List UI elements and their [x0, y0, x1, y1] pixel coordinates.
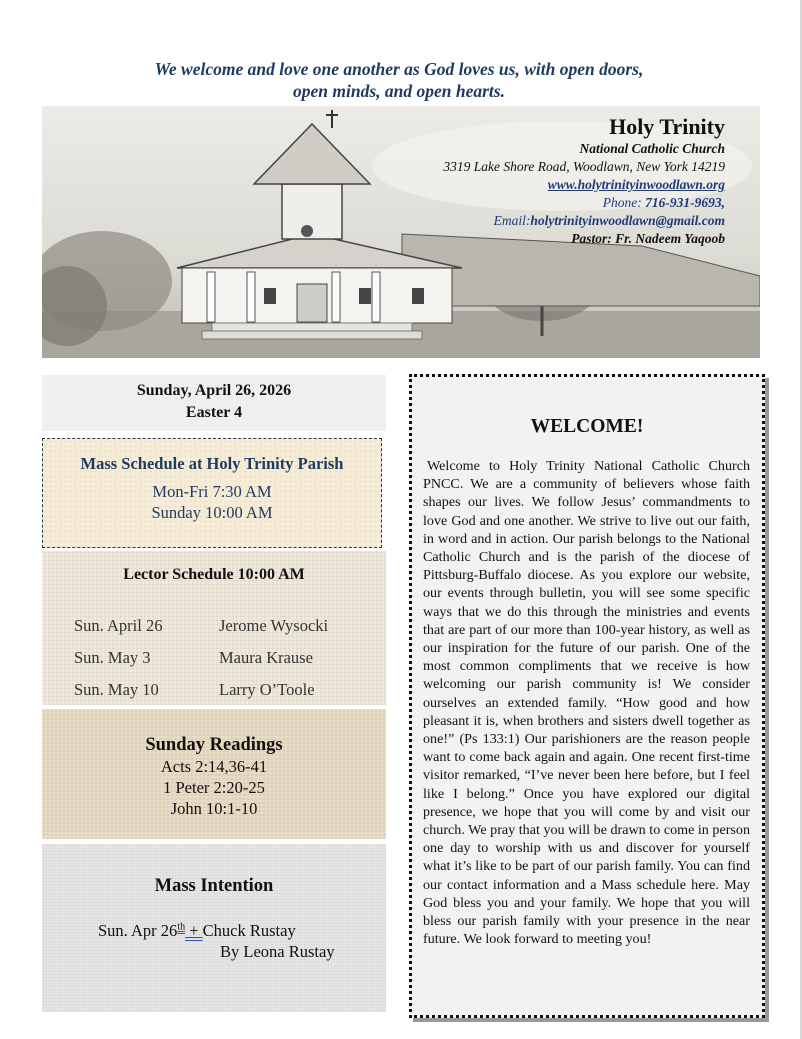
intention-line: [98, 921, 296, 941]
reading-item: 1 Peter 2:20-25: [163, 778, 265, 797]
lector-date: Sun. April 26: [74, 616, 163, 635]
motto-line-2: open minds, and open hearts.: [293, 81, 505, 101]
welcome-body: Welcome to Holy Trinity National Catholic Church PNCC. We are a community of believers whose faith shapes our lives. We follow Jesus’ commandments to love God and one another. We strive to live out our faith, in word and in action. Our parish belongs to the National Catholic Church and is the parish of the diocese of Pittsburg-Buffalo diocese. As you explore our website, our events through bulletin, you will see some specific ways that we do this through the ministries and events that are part of our more than 100-year history, as well as our inspiration for the future of our parish. One of the most common compliments that we receive is how welcoming our parish community is! We consider ourselves an extended family. “How good and how pleasant it is, when brothers and sisters dwell together as one!” (Ps 133:1) Our parishioners are the reason people want to come back again and again. One recent first-time visitor remarked, “I’ve never been here before, but I feel like I belong.” Once you have explored our digital presence, we hope that you will come by and visit our church. We pray that you will be drawn to come in person one day to worship with us and discover for yourself what it’s like to be part of our parish family. You can find our contact information and a Mass schedule here. May God bless you and your family. We hope that you will bless our parish family with your presence in the near future. We look forward to meeting you!: [423, 458, 750, 948]
lector-name: Jerome Wysocki: [219, 616, 329, 635]
readings-title: Sunday Readings: [145, 735, 283, 755]
lector-name: Maura Krause: [219, 648, 313, 667]
intention-name: Chuck Rustay: [202, 921, 296, 940]
church-subtitle: National Catholic Church: [579, 141, 725, 156]
mass-schedule-title: Mass Schedule at Holy Trinity Parish: [80, 454, 344, 473]
intention-title: Mass Intention: [154, 876, 274, 896]
reading-item: John 10:1-10: [170, 799, 258, 818]
mass-intention-box: [42, 844, 386, 1012]
church-phone: [443, 194, 725, 212]
church-banner: [42, 106, 760, 358]
lector-date: Sun. May 3: [74, 648, 151, 667]
church-address: 3319 Lake Shore Road, Woodlawn, New York 14219: [443, 159, 725, 174]
church-info: [443, 114, 725, 248]
phone-number: 716-931-9693,: [645, 195, 725, 210]
phone-label: Phone:: [602, 195, 642, 210]
sunday-readings-box: [42, 709, 386, 839]
email-link[interactable]: holytrinityinwoodlawn@gmail.com: [530, 213, 725, 228]
intention-by: By Leona Rustay: [220, 942, 335, 961]
motto: [40, 58, 758, 102]
liturgical-day: Easter 4: [185, 404, 243, 421]
church-email: [443, 212, 725, 230]
mass-schedule-box: [42, 438, 382, 548]
church-name: Holy Trinity: [609, 114, 725, 139]
mass-weekday: Mon-Fri 7:30 AM: [152, 482, 272, 501]
lector-name: Larry O’Toole: [219, 680, 315, 699]
pastor-line: Pastor: Fr. Nadeem Yaqoob: [571, 231, 725, 246]
date-line: Sunday, April 26, 2026: [136, 382, 292, 399]
intention-date: Sun. Apr 26: [98, 921, 178, 940]
motto-line-1: We welcome and love one another as God loves us, with open doors,: [154, 59, 644, 79]
welcome-box: [409, 374, 765, 1018]
reading-item: Acts 2:14,36-41: [160, 757, 268, 776]
email-label: Email:: [493, 213, 531, 228]
date-box: [42, 375, 386, 431]
lector-schedule-box: [42, 551, 386, 705]
church-website-link[interactable]: www.holytrinityinwoodlawn.org: [547, 177, 725, 192]
lector-date: Sun. May 10: [74, 680, 159, 699]
welcome-title: WELCOME!: [530, 416, 644, 437]
lector-title: Lector Schedule 10:00 AM: [123, 566, 305, 583]
mass-sunday: Sunday 10:00 AM: [151, 503, 273, 522]
intention-plus: +: [189, 921, 199, 940]
intention-date-suffix: th: [177, 921, 186, 933]
